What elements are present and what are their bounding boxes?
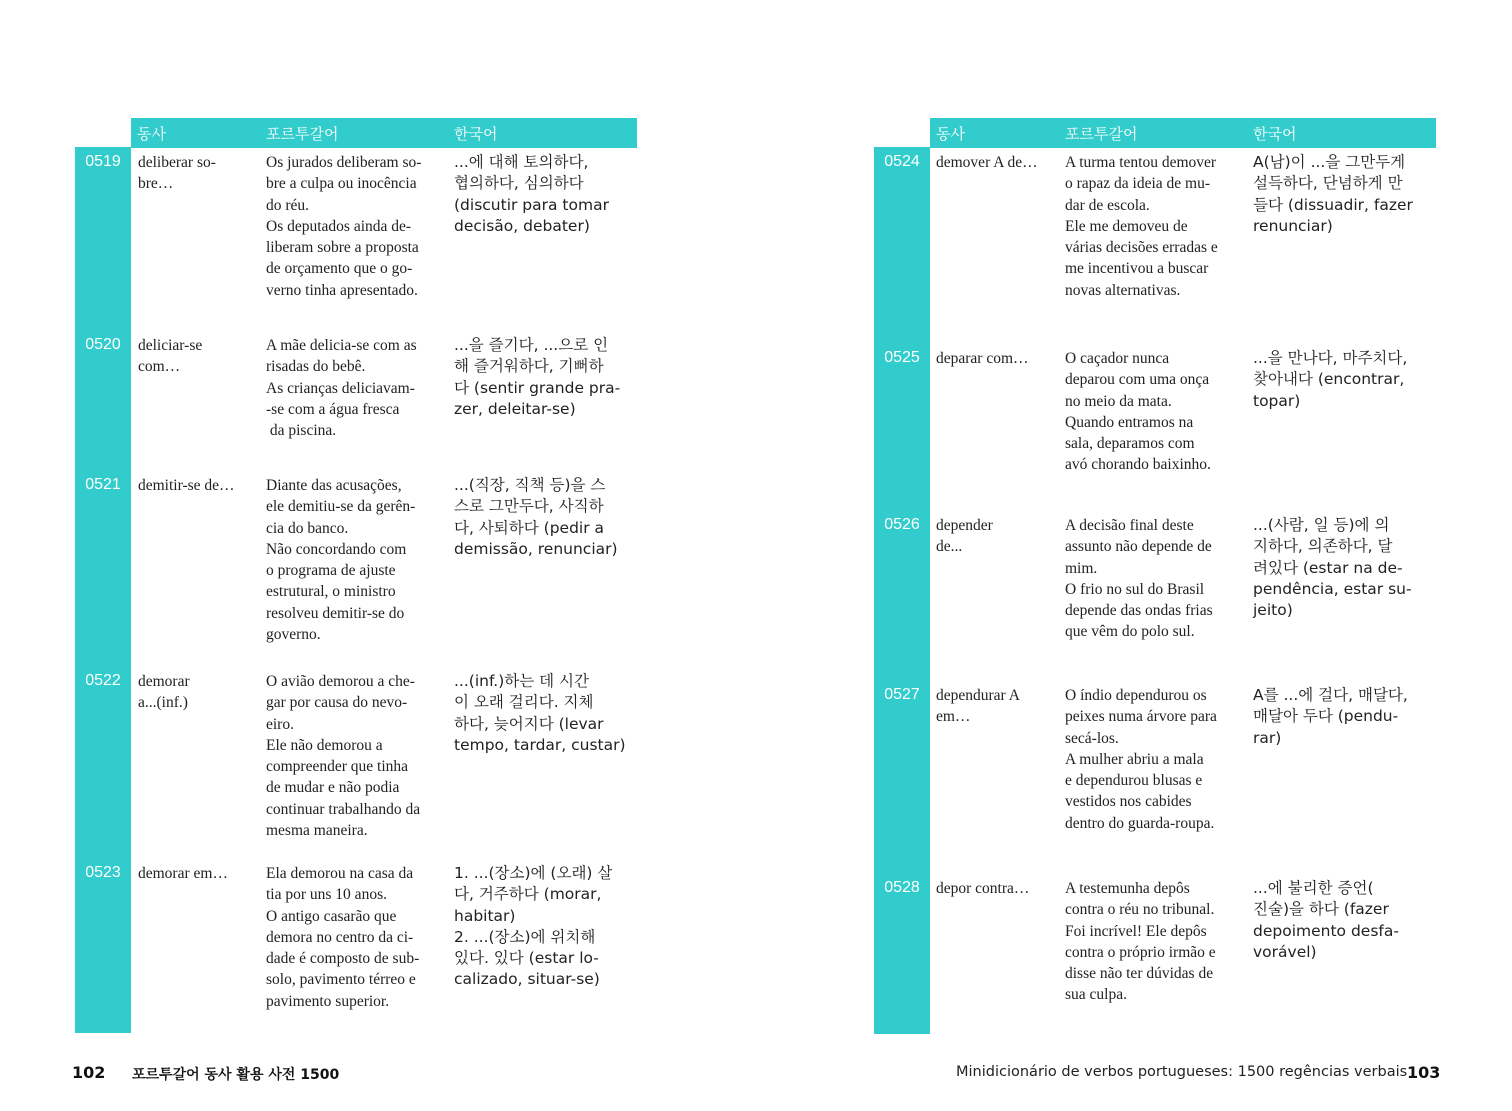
entry-number: 0528 (874, 874, 930, 1034)
entry-example: O índio dependurou os peixes numa árvore para secá-los. A mulher abriu a mala e dependurou blusas e vestidos nos cabides dentro do guarda-roupa. (1065, 687, 1217, 832)
entry-row (874, 344, 1436, 511)
entry-row (874, 511, 1436, 681)
entry-example: O avião demorou a che- gar por causa do nevo- eiro. Ele não demorou a compreender que tinha de mudar e não podia continuar trabalhando da mesma maneira. (266, 673, 421, 840)
entry-row (75, 148, 637, 331)
entry-korean: ...에 불리한 증언( 진술)을 하다 (fazer depoimento desfa- vorável) (1253, 879, 1399, 961)
entry-number: 0520 (75, 331, 131, 471)
entry-korean: ...을 즐기다, ...으로 인 해 즐거워하다, 기뻐하 다 (sentir grande pra- zer, deleitar-se) (454, 336, 621, 418)
entry-row (874, 874, 1436, 1034)
header-verb: 동사 (137, 125, 166, 143)
entry-verb: demitir-se de… (138, 477, 235, 494)
entry-row (75, 859, 637, 1033)
entry-number: 0524 (874, 148, 930, 344)
page-number: 103 (1407, 1063, 1441, 1082)
entry-number: 0522 (75, 667, 131, 859)
entry-number: 0519 (75, 148, 131, 331)
page-number: 102 (72, 1063, 106, 1082)
entry-korean: 1. ...(장소)에 (오래) 살 다, 거주하다 (morar, habitar) 2. ...(장소)에 위치해 있다. 있다 (estar lo- calizado, situar-se) (454, 864, 613, 989)
entry-verb: demorar a...(inf.) (138, 673, 190, 712)
entry-korean: A를 ...에 걸다, 매달다, 매달아 두다 (pendu- rar) (1253, 686, 1408, 747)
entry-korean: A(남)이 ...을 그만두게 설득하다, 단념하게 만 들다 (dissuadir, fazer renunciar) (1253, 153, 1413, 235)
entry-verb: dependurar A em… (936, 687, 1020, 726)
entry-korean: ...(사람, 일 등)에 의 지하다, 의존하다, 달 려있다 (estar na de- pendência, estar su- jeito) (1253, 516, 1412, 620)
entry-example: Ela demorou na casa da tia por uns 10 anos. O antigo casarão que demora no centro da ci- dade é composto de sub- solo, pavimento térreo e pavimento superior. (266, 865, 420, 1010)
entry-example: A turma tentou demover o rapaz da ideia de mu- dar de escola. Ele me demoveu de várias decisões erradas e me incentivou a buscar novas alternativas. (1065, 154, 1218, 299)
entry-korean: ...에 대해 토의하다, 협의하다, 심의하다 (discutir para tomar decisão, debater) (454, 153, 609, 235)
entry-example: A testemunha depôs contra o réu no tribunal. Foi incrível! Ele depôs contra o próprio irmão e disse não ter dúvidas de sua culpa. (1065, 880, 1216, 1004)
book-title: Minidicionário de verbos portugueses: 1500 regências verbais (956, 1064, 1408, 1080)
entry-row (874, 148, 1436, 344)
entry-verb: depender de... (936, 517, 993, 556)
header-korean: 한국어 (454, 125, 498, 143)
entry-row (75, 331, 637, 471)
book-title: 포르투갈어 동사 활용 사전 1500 (132, 1067, 340, 1083)
entry-number: 0523 (75, 859, 131, 1033)
entry-korean: ...을 만나다, 마주치다, 찾아내다 (encontrar, topar) (1253, 349, 1408, 410)
entry-number: 0527 (874, 681, 930, 874)
header-verb: 동사 (936, 125, 965, 143)
entry-verb: depor contra… (936, 880, 1030, 897)
entry-example: A decisão final deste assunto não depende de mim. O frio no sul do Brasil depende das ondas frias que vêm do polo sul. (1065, 517, 1213, 641)
table-header (930, 118, 1436, 147)
entry-example: A mãe delicia-se com as risadas do bebê. As crianças deliciavam- -se com a água fresca da piscina. (266, 337, 417, 440)
table-header (131, 118, 637, 147)
entry-number: 0525 (874, 344, 930, 511)
entry-number: 0526 (874, 511, 930, 681)
entry-row (874, 681, 1436, 874)
right-page (756, 0, 1512, 1111)
entry-verb: deliberar so- bre… (138, 154, 216, 193)
entry-example: Diante das acusações, ele demitiu-se da gerên- cia do banco. Não concordando com o programa de ajuste estrutural, o ministro resolveu demitir-se do governo. (266, 477, 416, 644)
entry-verb: deliciar-se com… (138, 337, 203, 376)
entry-verb: deparar com… (936, 350, 1029, 367)
header-korean: 한국어 (1253, 125, 1297, 143)
entry-row (75, 667, 637, 859)
entry-korean: ...(직장, 직책 등)을 스 스로 그만두다, 사직하 다, 사퇴하다 (pedir a demissão, renunciar) (454, 476, 618, 558)
entry-example: O caçador nunca deparou com uma onça no meio da mata. Quando entramos na sala, deparamos com avó chorando baixinho. (1065, 350, 1211, 474)
entry-verb: demorar em… (138, 865, 228, 882)
entry-row (75, 471, 637, 667)
header-portuguese: 포르투갈어 (1065, 125, 1138, 143)
entry-number: 0521 (75, 471, 131, 667)
header-portuguese: 포르투갈어 (266, 125, 339, 143)
entry-example: Os jurados deliberam so- bre a culpa ou inocência do réu. Os deputados ainda de- liberam sobre a proposta de orçamento que o go- verno tinha apresentado. (266, 154, 422, 299)
entry-verb: demover A de… (936, 154, 1038, 171)
entry-korean: ...(inf.)하는 데 시간 이 오래 걸리다. 지체 하다, 늦어지다 (levar tempo, tardar, custar) (454, 672, 626, 754)
